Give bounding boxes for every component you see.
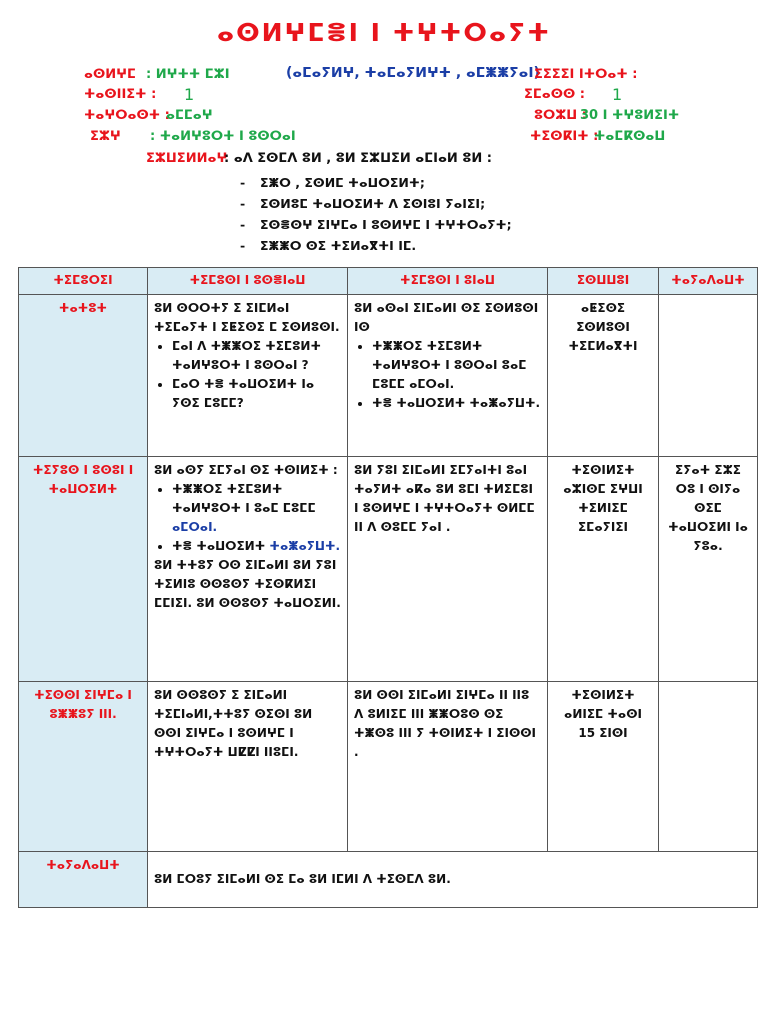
table-row: [19, 682, 758, 852]
teacher-text: ⵓⵍ ⵙⵔⵔⵜⵢ ⵉ ⵉⵏⵎⵍⴰⵏ ⵜⵉⵎⴰⵢⵜ ⵏ ⵉⵟⵉⵙⵉ ⵎ ⵉⵙⵍⵓⵙⵏ.: [154, 301, 340, 334]
subject-paren: (ⴰⵎⴰⵢⵍⵖ, ⵜⴰⵎⴰⵢⵍⵖⵜ , ⴰⵎⵥⵥⵢⴰⵏ): [286, 65, 540, 81]
table-row: [19, 457, 758, 682]
teacher-cell: [148, 295, 348, 457]
aim-label: ⵜⵉⵙⴽⵏⵜ :: [530, 129, 599, 144]
footer-label: ⵜⴰⵢⴰⴷⴰⵡⵜ: [19, 852, 148, 908]
goal-item: - ⵉⵥⵥⵔ ⵙⵉ ⵜⵉⵍⴰⴳⵜⵏ ⵏⵎ.: [240, 235, 512, 256]
eval-cell: ⵉⵢⴰⵜ ⵉⵣⵉ ⵔⵓ ⵏ ⵙⵏⵢⴰ ⵙⵉⵎ ⵜⴰⵡⵔⵉⵍⵏ ⵏⴰ ⵢⵓⴰ.: [659, 457, 758, 682]
teacher-bullet-accent: ⵜⴰⵥⴰⵢⵡⵜ.: [269, 539, 341, 553]
time-label: ⵓⵔⵣⵡ :: [534, 108, 587, 123]
unit-label: ⵜⴰⵖⵔⴰⵙⵜ :: [84, 108, 170, 123]
stage-cell: ⵜⵉⵢⵓⵙ ⵏ ⵓⵙⵓⵏ ⵏ ⵜⴰⵡⵔⵉⵍⵜ: [19, 457, 148, 682]
lesson-table: [18, 267, 758, 908]
topic-value: : ⵜⴰⵍⵖⵓⵔⵜ ⵏ ⵓⵙⵔⴰⵏ: [150, 129, 296, 144]
student-cell: ⵓⵍ ⵢⵓⵏ ⵉⵏⵎⴰⵍⵏ ⵉⵎⵢⴰⵏⵜⵏ ⵓⴰⵏ ⵜⴰⵢⵍⵜ ⴰⴽⴰ ⵓⵍ ⵓⵎⵏ ⵜⵍⵉⵎⵓⵏ ⵏ ⵓⵙⵍⵖⵎ ⵏ ⵜⵖⵜⵔⴰⵢⵜ ⵙⵍⵎⵎ ⵏⵏ ⴷ ⵙⵓⵎⵎ ⵢⴰⵏ .: [348, 457, 548, 682]
footer-text: ⵓⵍ ⵎⵔⵓⵢ ⵉⵏⵎⴰⵍⵏ ⵙⵉ ⵎⴰ ⵓⵍ ⵏⵎⵍⵏ ⴷ ⵜⵉⵙⵎⴷ ⵓⵍ.: [148, 852, 758, 908]
goal-item: - ⵉⵥⵔ , ⵉⵙⵍⵎ ⵜⴰⵡⵔⵉⵍⵜ;: [240, 172, 512, 193]
teacher-bullet-accent: ⴰⵎⵔⴰⵏ.: [172, 520, 218, 534]
teacher-text: ⵓⵍ ⴰⵙⵢ ⵉⵎⵢⴰⵏ ⵙⵉ ⵜⵙⵏⵍⵉⵜ :: [154, 463, 338, 477]
teacher-bullet: • ⵎⴰⵏ ⴷ ⵜⵥⵥⵔⵉ ⵜⵉⵎⵓⵍⵜ ⵜⴰⵍⵖⵓⵔⵜ ⵏ ⵓⵙⵔⴰⵏ ?: [172, 337, 341, 375]
topic-label: ⵉⵣⵖ: [90, 129, 121, 144]
col-header-student: ⵜⵉⵎⵓⵙⵏ ⵏ ⵓⵏⴰⵡ: [348, 268, 548, 295]
goals-label: ⵉⵣⵡⵉⵍⵍⴰⵖ: [146, 151, 228, 166]
week-value: 1: [612, 85, 623, 104]
teacher-outro: ⵓⵍ ⵜⵜⵓⵢ ⵔⵙ ⵉⵏⵎⴰⵍⵏ ⵓⵍ ⵢⵓⵏ ⵜⵉⵍⵏⵓ ⵙⵙⵓⵙⵢ ⵜⵉⵙⴽⵍⵉⵏ ⵎⵎⵏⵉⵏ. ⵓⵍ ⵙⵙⵓⵙⵢ ⵜⴰⵡⵔⵉⵍⵏ.: [154, 558, 341, 610]
aim-value: ⵜⴰⵎⴽⵙⴰⵡ: [594, 129, 666, 144]
stage-cell: ⵜⴰⵜⵓⵜ: [19, 295, 148, 457]
unit-value: ⴰⵎⵎⴰⵖ: [166, 108, 213, 123]
subject-label: ⴰⵙⵍⵖⵎ: [84, 67, 136, 82]
school-label: ⵉⵉⵉⵉⵏ ⵏⵜⵔⴰⵜ :: [534, 67, 638, 82]
col-header-means: ⵉⵙⵡⵡⵓⵏ: [548, 268, 659, 295]
teacher-bullet: • ⵎⴰⵔ ⵜⴻ ⵜⴰⵡⵔⵉⵍⵜ ⵏⴰ ⵢⵙⵉ ⵎⵓⵎⵎ?: [172, 375, 341, 413]
teacher-bullet-text: ⵜⵥⵥⵔⵉ ⵜⵉⵎⵓⵍⵜ ⵜⴰⵍⵖⵓⵔⵜ ⵏ ⵓⴰⵎ ⵎⵓⵎⵎ: [172, 482, 316, 515]
table-footer-row: [19, 852, 758, 908]
time-value: 30 ⵏ ⵜⵖⵓⵍⵉⵏⵜ: [580, 108, 680, 123]
col-header-teacher: ⵜⵉⵎⵓⵙⵏ ⵏ ⵓⵙⴻⵏⴰⵡ: [148, 268, 348, 295]
level-value: 1: [184, 85, 195, 104]
week-label: ⵉⵎⴰⵙⵙ :: [524, 87, 585, 102]
col-header-stages: ⵜⵉⵎⵓⵔⵉⵏ: [19, 268, 148, 295]
student-cell: [348, 295, 548, 457]
means-cell: ⵜⵉⵙⵏⵍⵉⵜ ⴰⵣⵏⵙⵎ ⵉⵖⵡⵏ ⵜⵉⵍⵏⵉⵎ ⵉⵎⴰⵢⵏⵉⵏ: [548, 457, 659, 682]
student-bullet: • ⵜⵥⵥⵔⵉ ⵜⵉⵎⵓⵍⵜ ⵜⴰⵍⵖⵓⵔⵜ ⵏ ⵓⵙⵔⴰⵏ ⵓⴰⵎ ⵎⵓⵎⵎ ⴰⵎⵔⴰⵏ.: [372, 337, 541, 394]
teacher-bullet-text: ⵜⴻ ⵜⴰⵡⵔⵉⵍⵜ: [172, 539, 266, 553]
goals-list: [240, 172, 512, 256]
table-row: [19, 295, 758, 457]
level-label: ⵜⴰⵙⵏⵏⵉⵜ :: [84, 87, 157, 102]
teacher-bullet: [172, 480, 341, 537]
means-cell: ⵜⵉⵙⵏⵍⵉⵜ ⴰⵍⵏⵉⵎ ⵜⴰⵙⵏ 15 ⵉⵏⵙⵏ: [548, 682, 659, 852]
goal-item: - ⵉⵙⴻⵙⵖ ⵉⵏⵖⵎⴰ ⵏ ⵓⵙⵍⵖⵎ ⵏ ⵜⵖⵜⵔⴰⵢⵜ;: [240, 214, 512, 235]
teacher-bullet: [172, 537, 341, 556]
teacher-cell: [148, 457, 348, 682]
col-header-eval: ⵜⴰⵢⴰⴷⴰⵡⵜ: [659, 268, 758, 295]
page-title: ⴰⵙⵍⵖⵎⴻⵏ ⵏ ⵜⵖⵜⵔⴰⵢⵜ: [216, 18, 552, 47]
teacher-cell: ⵓⵍ ⵙⵙⵓⵙⵢ ⵉ ⵉⵏⵎⴰⵍⵏ ⵜⵉⵎⵏⴰⵍⵏ,ⵜⵜⵓⵢ ⵙⵉⵙⵏ ⵓⵍ ⵙⵙⵏ ⵉⵏⵖⵎⴰ ⵏ ⵓⵙⵍⵖⵎ ⵏ ⵜⵖⵜⵔⴰⵢⵜ ⵡⵇⵇⵏ ⵏⵏⵓⵎⵏ.: [148, 682, 348, 852]
goals-intro: : ⴰⴷ ⵉⵙⵎⴷ ⵓⵍ , ⵓⵍ ⵉⵣⵡⵉⵍ ⴰⵎⵏⴰⵍ ⵓⵍ :: [224, 151, 492, 166]
student-bullet: • ⵜⴻ ⵜⴰⵡⵔⵉⵍⵜ ⵜⴰⵥⴰⵢⵡⵜ.: [372, 394, 541, 413]
subject-value: : ⵍⵖⵜⵜ ⵎⵣⵏ: [146, 67, 230, 82]
student-text: ⵓⵍ ⴰⵙⴰⵏ ⵉⵏⵎⴰⵍⵏ ⵙⵉ ⵉⵙⵍⵓⵙⵏ ⵏⵙ: [354, 301, 539, 334]
stage-cell: ⵜⵉⵙⵙⵏ ⵉⵏⵖⵎⴰ ⵏ ⵓⵥⵥⵓⵢ ⵏⵏⵏ.: [19, 682, 148, 852]
eval-cell: [659, 295, 758, 457]
table-header-row: [19, 268, 758, 295]
student-cell: ⵓⵍ ⵙⵙⵏ ⵉⵏⵎⴰⵍⵏ ⵉⵏⵖⵎⴰ ⵏⵏ ⵏⵏⵓ ⴷ ⵓⵍⵏⵉⵎ ⵏⵏⵏ ⵥⵥⵔⵓⵙ ⵙⵉ ⵜⵥⵙⵓ ⵏⵏⵏ ⵢ ⵜⵙⵏⵍⵉⵜ ⵏ ⵉⵏⵙⵙⵏ .: [348, 682, 548, 852]
eval-cell: [659, 682, 758, 852]
goal-item: - ⵉⵙⵍⵓⵎ ⵜⴰⵡⵔⵉⵍⵜ ⴷ ⵉⵙⵏⵓⵏ ⵢⴰⵏⵉⵏ;: [240, 193, 512, 214]
means-cell: ⴰⵟⵉⵙⵉ ⵉⵙⵍⵓⵙⵏ ⵜⵉⵎⵍⴰⴳⵜⵏ: [548, 295, 659, 457]
